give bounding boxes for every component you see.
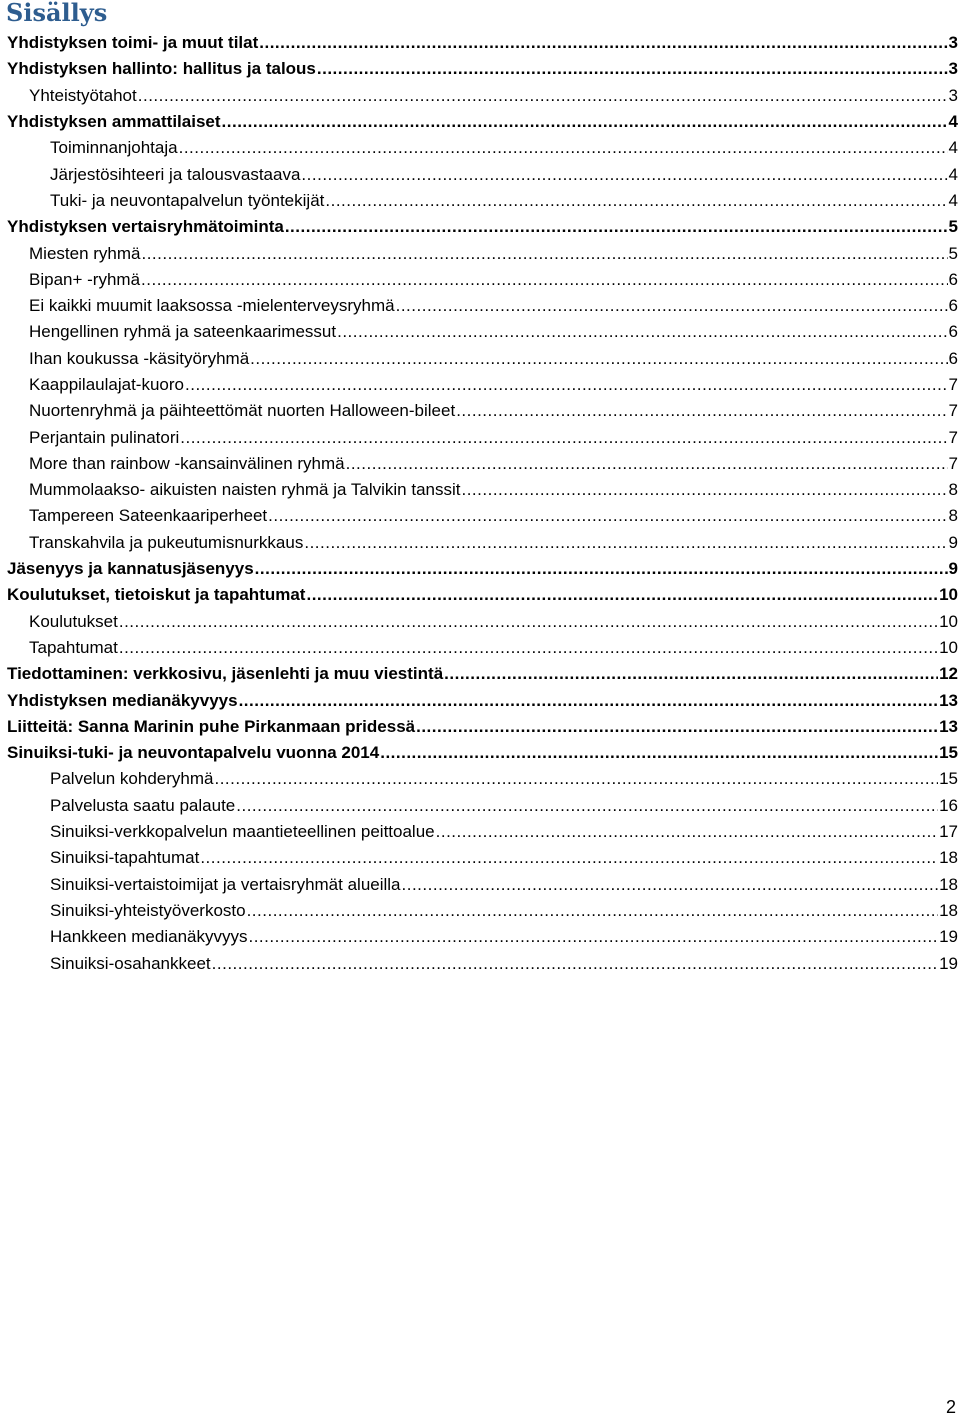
toc-entry-page: 18	[939, 848, 958, 868]
toc-dot-leader	[239, 688, 939, 714]
toc-entry-page: 19	[939, 927, 958, 947]
toc-entry-text: Kaappilaulajat-kuoro	[29, 375, 184, 394]
toc-entry-page: 7	[948, 453, 958, 473]
toc-entry-page: 7	[948, 401, 958, 421]
toc-dot-leader	[304, 530, 947, 556]
toc-entry-page: 6	[948, 322, 958, 342]
toc-dot-leader	[248, 924, 938, 950]
toc-dot-leader	[268, 503, 947, 529]
toc-entry[interactable]	[0, 424, 960, 450]
toc-entry-text: Miesten ryhmä	[29, 243, 141, 263]
toc-entry-page: 3	[948, 85, 958, 105]
toc-entry-page: 13	[939, 690, 958, 710]
toc-entry[interactable]	[0, 83, 960, 109]
toc-entry-text: Yhteistyötahot	[29, 85, 137, 105]
toc-entry-text: Palvelun kohderyhmä	[50, 769, 214, 789]
toc-entry-page: 4	[948, 112, 958, 132]
toc-entry-page: 7	[948, 427, 958, 447]
toc-entry[interactable]	[0, 293, 960, 319]
toc-entry-page: 12	[939, 664, 958, 684]
toc-entry-text: Tampereen Sateenkaariperheet	[29, 506, 268, 526]
toc-entry[interactable]	[0, 398, 960, 424]
toc-entry-text: Mummolaakso- aikuisten naisten ryhmä ja Talvikin tanssit	[29, 480, 461, 500]
toc-entry[interactable]	[0, 109, 960, 135]
toc-entry-page: 6	[948, 296, 958, 316]
toc-list	[0, 30, 960, 977]
toc-entry-page: 10	[939, 585, 958, 605]
toc-dot-leader	[119, 635, 938, 661]
toc-dot-leader	[337, 319, 947, 345]
toc-dot-leader	[179, 135, 948, 161]
toc-entry[interactable]	[0, 845, 960, 871]
toc-entry[interactable]	[0, 950, 960, 976]
toc-entry-page: 3	[948, 33, 958, 53]
toc-entry-page: 10	[939, 611, 958, 631]
toc-dot-leader	[325, 188, 947, 214]
toc-entry-text: More than rainbow -kansainvälinen ryhmä	[29, 453, 345, 473]
toc-entry-text: Sinuiksi-verkkopalvelun maantieteellinen peittoalue	[50, 822, 435, 842]
toc-entry[interactable]	[0, 214, 960, 240]
toc-dot-leader	[346, 451, 948, 477]
toc-dot-leader	[222, 109, 948, 135]
toc-entry[interactable]	[0, 451, 960, 477]
toc-entry-page: 8	[948, 506, 958, 526]
toc-entry-page: 15	[939, 743, 958, 763]
toc-dot-leader	[416, 714, 938, 740]
toc-entry-page: 7	[948, 375, 958, 394]
toc-dot-leader	[214, 766, 938, 792]
toc-entry[interactable]	[0, 56, 960, 82]
toc-entry[interactable]	[0, 872, 960, 898]
toc-dot-leader	[396, 293, 948, 319]
toc-entry-text: Sinuiksi-osahankkeet	[50, 953, 211, 973]
toc-entry-text: Ei kaikki muumit laaksossa -mielenterveysryhmä	[29, 296, 395, 316]
toc-entry-text: Yhdistyksen ammattilaiset	[7, 112, 221, 132]
toc-dot-leader	[141, 267, 948, 293]
toc-entry-text: Järjestösihteeri ja talousvastaava	[50, 164, 301, 184]
toc-entry-page: 4	[948, 138, 958, 158]
toc-entry[interactable]	[0, 793, 960, 819]
toc-dot-leader	[285, 214, 948, 240]
toc-dot-leader	[180, 425, 947, 451]
toc-entry[interactable]	[0, 30, 960, 56]
toc-entry-text: Yhdistyksen vertaisryhmätoiminta	[7, 217, 284, 237]
toc-dot-leader	[200, 845, 938, 871]
toc-dot-leader	[119, 609, 938, 635]
toc-entry[interactable]	[0, 161, 960, 187]
toc-entry-text: Ihan koukussa -käsityöryhmä	[29, 348, 250, 368]
toc-dot-leader	[306, 582, 938, 608]
toc-entry-text: Bipan+ -ryhmä	[29, 269, 141, 289]
toc-dot-leader	[436, 819, 938, 845]
toc-entry-text: Hankkeen medianäkyvyys	[50, 927, 248, 947]
toc-entry-text: Tuki- ja neuvontapalvelun työntekijät	[50, 190, 325, 210]
toc-entry-page: 9	[948, 532, 958, 552]
toc-entry[interactable]	[0, 240, 960, 266]
toc-entry[interactable]	[0, 714, 960, 740]
toc-entry-page: 9	[948, 559, 958, 579]
toc-entry-page: 6	[948, 269, 958, 289]
toc-entry[interactable]	[0, 687, 960, 713]
toc-title: Sisällys	[6, 0, 108, 27]
toc-dot-leader	[380, 740, 938, 766]
toc-dot-leader	[141, 241, 947, 267]
toc-entry[interactable]	[0, 661, 960, 687]
toc-entry-text: Tapahtumat	[29, 637, 118, 657]
toc-entry-text: Yhdistyksen hallinto: hallitus ja talous	[7, 59, 316, 79]
toc-entry[interactable]	[0, 635, 960, 661]
toc-entry-page: 18	[939, 900, 958, 920]
toc-entry-text: Sinuiksi-tuki- ja neuvontapalvelu vuonna 2014	[7, 743, 380, 763]
toc-entry[interactable]	[0, 609, 960, 635]
toc-entry[interactable]	[0, 740, 960, 766]
toc-entry-text: Palvelusta saatu palaute	[50, 795, 236, 815]
toc-entry-page: 16	[939, 795, 958, 815]
toc-entry-page: 3	[948, 59, 958, 79]
toc-entry[interactable]	[0, 267, 960, 293]
toc-entry-page: 4	[948, 164, 958, 184]
toc-dot-leader	[444, 661, 938, 687]
toc-entry-page: 18	[939, 874, 958, 894]
toc-entry-page: 6	[948, 348, 958, 368]
toc-dot-leader	[250, 346, 947, 372]
toc-entry-text: Toiminnanjohtaja	[50, 138, 178, 158]
toc-entry-text: Yhdistyksen toimi- ja muut tilat	[7, 33, 259, 53]
toc-entry[interactable]	[0, 766, 960, 792]
toc-entry-page: 17	[939, 822, 958, 842]
toc-entry-text: Yhdistyksen medianäkyvyys	[7, 690, 238, 710]
toc-entry-text: Transkahvila ja pukeutumisnurkkaus	[29, 532, 304, 552]
toc-dot-leader	[236, 793, 938, 819]
toc-entry[interactable]	[0, 556, 960, 582]
toc-entry-page: 4	[948, 190, 958, 210]
toc-entry-text: Koulutukset, tietoiskut ja tapahtumat	[7, 585, 306, 605]
toc-dot-leader	[138, 83, 948, 109]
toc-entry-page: 15	[939, 769, 958, 789]
toc-entry[interactable]	[0, 503, 960, 529]
toc-dot-leader	[402, 872, 939, 898]
toc-entry-text: Jäsenyys ja kannatusjäsenyys	[7, 559, 254, 579]
toc-dot-leader	[247, 898, 939, 924]
toc-entry-text: Sinuiksi-vertaistoimijat ja vertaisryhmät alueilla	[50, 874, 401, 894]
toc-entry[interactable]	[0, 135, 960, 161]
toc-entry-page: 8	[948, 480, 958, 500]
toc-entry[interactable]	[0, 530, 960, 556]
toc-entry[interactable]	[0, 319, 960, 345]
toc-entry-text: Tiedottaminen: verkkosivu, jäsenlehti ja muu viestintä	[7, 664, 444, 684]
toc-dot-leader	[259, 30, 947, 56]
toc-dot-leader	[456, 398, 947, 424]
toc-entry-page: 10	[939, 637, 958, 657]
toc-entry-text: Sinuiksi-yhteistyöverkosto	[50, 900, 246, 920]
toc-entry-page: 13	[939, 716, 958, 736]
toc-dot-leader	[185, 372, 948, 398]
toc-entry[interactable]	[0, 582, 960, 608]
toc-entry-text: Liitteitä: Sanna Marinin puhe Pirkanmaan pridessä	[7, 716, 416, 736]
toc-entry-text: Sinuiksi-tapahtumat	[50, 848, 200, 868]
toc-dot-leader	[461, 477, 947, 503]
toc-entry-text: Koulutukset	[29, 611, 118, 631]
toc-entry-text: Hengellinen ryhmä ja sateenkaarimessut	[29, 322, 337, 342]
toc-entry-text: Perjantain pulinatori	[29, 427, 180, 447]
toc-entry[interactable]	[0, 898, 960, 924]
toc-entry[interactable]	[0, 346, 960, 372]
toc-entry[interactable]	[0, 819, 960, 845]
toc-dot-leader	[212, 951, 938, 977]
toc-entry-text: Nuortenryhmä ja päihteettömät nuorten Halloween-bileet	[29, 401, 456, 421]
toc-entry[interactable]	[0, 372, 960, 398]
toc-entry-page: 19	[939, 953, 958, 973]
toc-entry-page: 5	[948, 243, 958, 263]
toc-entry[interactable]	[0, 477, 960, 503]
toc-entry[interactable]	[0, 924, 960, 950]
toc-entry-page: 5	[948, 217, 958, 237]
toc-entry[interactable]	[0, 188, 960, 214]
page-number: 2	[945, 1397, 956, 1417]
toc-dot-leader	[317, 56, 948, 82]
toc-dot-leader	[301, 162, 947, 188]
toc-dot-leader	[255, 556, 948, 582]
